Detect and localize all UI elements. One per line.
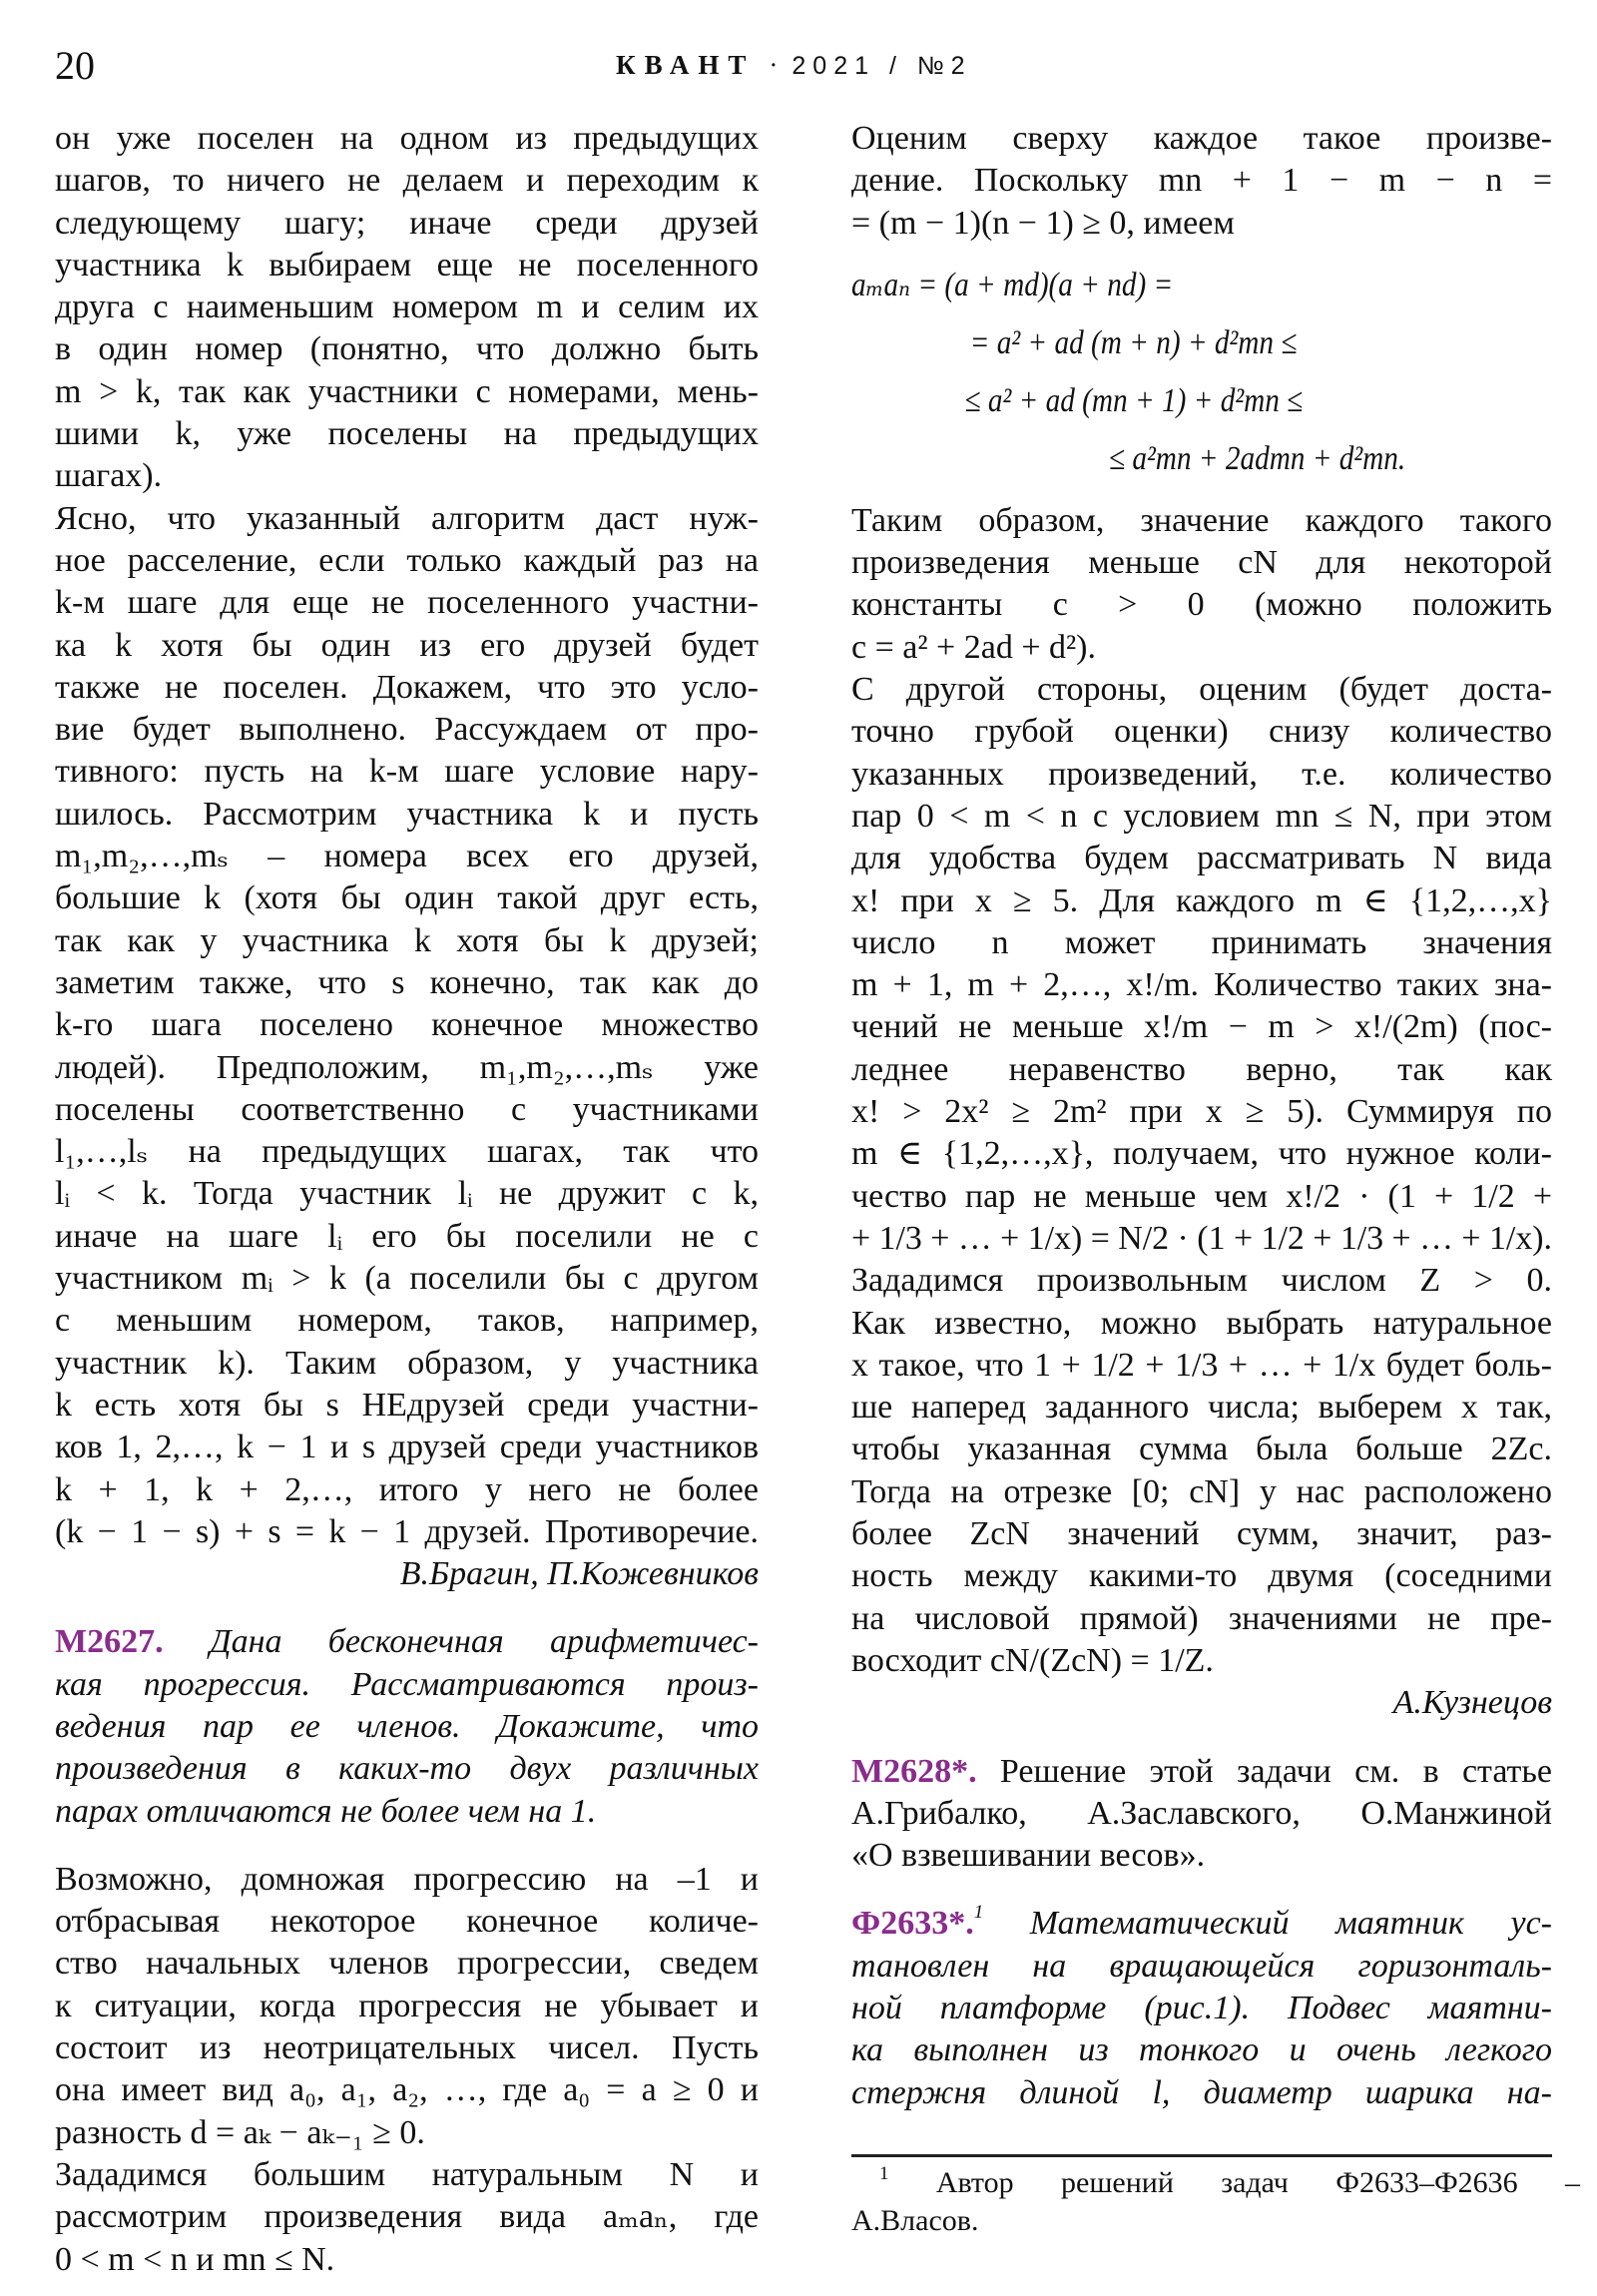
text-line: людей). Предположим, m₁,m₂,…,mₛ уже [55,1048,759,1086]
text-line: указанных произведений, т.е. количество [851,755,1552,793]
text-line: точно грубой оценки) снизу количество [851,713,1552,751]
spacer [55,1595,759,1621]
footnote-mark: 1 [973,1902,984,1924]
text-line: lᵢ < k. Тогда участник lᵢ не дружит с k, [55,1175,759,1213]
text-line: m₁,m₂,…,mₛ – номера всех его друзей, [55,838,759,875]
text-line: Таким образом, значение каждого такого [851,501,1552,539]
text-line: для удобства будем рассматривать N вида [851,840,1552,877]
text-line: 0 < m < n и mn ≤ N. [55,2240,335,2278]
problem-text-line: «О взвешивании весов». [851,1837,1206,1875]
text-line: большие k (хотя бы один такой друг есть, [55,879,759,917]
text-line: к ситуации, когда прогрессия не убывает и [55,1987,759,2024]
issue-label: 2021 / №2 [792,52,972,80]
spacer [851,245,1552,257]
text-line: рассмотрим произведения вида aₘaₙ, где [55,2198,759,2236]
text-line: k + 1, k + 2,…, итого у него не более [55,1470,759,1508]
problem-statement-line: тановлен на вращающейся горизонталь- [851,1947,1552,1985]
footnote-line [851,2164,1580,2202]
equation-block [851,257,1552,488]
header-separator: · [769,50,779,80]
spacer [851,1877,1552,1903]
text-line: k-м шаге для еще не поселенного участни- [55,584,759,622]
text-line: ство начальных членов прогрессии, сведем [55,1945,759,1983]
problem-statement-line: стержня длиной l, диаметр шарика на- [851,2073,1552,2111]
text-line: x такое, что 1 + 1/2 + 1/3 + … + 1/x будет боль- [851,1346,1552,1384]
text-line: c = a² + 2ad + d²). [851,628,1097,666]
equation-line: ≤ a²mn + 2admn + d²mn. [1109,439,1406,477]
text-line: с меньшим номером, таков, например, [55,1302,759,1340]
text-line: m ∈ {1,2,…,x}, получаем, что нужное коли- [851,1135,1552,1173]
spacer [851,1725,1552,1751]
text-line: ное расселение, если только каждый раз на [55,541,759,579]
text-line: на числовой прямой) значениями не пре- [851,1599,1552,1637]
text-line: шилось. Рассмотрим участника k и пусть [55,795,759,833]
text-line: друга с наименьшим номером m и селим их [55,288,759,326]
problem-statement-line: парах отличаются не более чем на 1. [55,1792,597,1830]
text-line: вие будет выполнено. Рассуждаем от про- [55,711,759,749]
text-line: k есть хотя бы s НЕдрузей среди участни- [55,1386,759,1424]
text-line: ков 1, 2,…, k − 1 и s друзей среди участников [55,1429,759,1466]
spacer [55,1833,759,1859]
footnote-line: А.Власов. [851,2204,979,2237]
spacer [851,488,1552,500]
text-line: участником mᵢ > k (а поселили бы с другом [55,1260,759,1298]
page-number: 20 [55,43,95,88]
problem-m2628 [851,1751,1552,1878]
text-line: ность между какими-то двумя (соседними [851,1557,1552,1595]
problem-text-line: А.Грибалко, А.Заславского, О.Манжиной [851,1794,1552,1832]
problem-f2633 [851,1903,1552,2113]
problem-statement-line: ка выполнен из тонкого и очень легкого [851,2031,1552,2069]
text-line: восходит cN/(ZcN) = 1/Z. [851,1641,1214,1679]
text-line: он уже поселен на одном из предыдущих [55,120,759,157]
line-text: Решение этой задачи см. в статье [976,1752,1552,1790]
footnote-text: Автор решений задач Ф2633–Ф2636 – [888,2166,1580,2199]
text-line: l₁,…,lₛ на предыдущих шагах, так что [55,1133,759,1171]
text-line: она имеет вид a₀, a₁, a₂, …, где a₀ = a ≥ 0 и [55,2071,759,2109]
text-line: Ясно, что указанный алгоритм даст нуж- [55,499,759,537]
footnote [851,2163,1580,2240]
text-line: Возможно, домножая прогрессию на –1 и [55,1860,759,1898]
text-line: ше наперед заданного числа; выберем x так, [851,1389,1552,1427]
text-line: поселены соответственно с участниками [55,1090,759,1128]
text-line: m + 1, m + 2,…, x!/m. Количество таких зна- [851,966,1552,1004]
text-line: чтобы указанная сумма была больше 2Zc. [851,1431,1552,1468]
text-line: ка k хотя бы один из его друзей будет [55,626,759,664]
text-line: тивного: пусть на k-м шаге условие нару- [55,753,759,791]
text-line: заметим также, что s конечно, так как до [55,963,759,1001]
problem-statement-line: ной платформе (рис.1). Подвес маятни- [851,1989,1552,2026]
line-text: Дана бесконечная арифметичес- [163,1623,759,1661]
line-text: Математический маятник ус- [983,1905,1552,1943]
text-line: константы c > 0 (можно положить [851,586,1552,624]
text-line: в один номер (понятно, что должно быть [55,330,759,368]
text-line: более ZcN значений сумм, значит, раз- [851,1515,1552,1553]
problem-id: Ф2633*. [851,1905,974,1943]
text-line: Зададимся большим натуральным N и [55,2155,759,2193]
text-line: Как известно, можно выбрать натуральное [851,1304,1552,1342]
problem-id: М2627. [55,1623,164,1661]
equation-line: = a² + ad (m + n) + d²mn ≤ [969,323,1298,361]
estimate-body [851,500,1552,1682]
text-line: Оценим сверху каждое такое произве- [851,120,1552,157]
problem-statement-line [851,1903,1552,1945]
right-column [851,118,1552,2114]
problem-statement-line [55,1621,759,1663]
text-line: k-го шага поселено конечное множество [55,1006,759,1044]
text-line: также не поселен. Докажем, что это усло- [55,668,759,706]
text-line: = (m − 1)(n − 1) ≥ 0, имеем [851,204,1235,242]
problem-statement-line: произведения в каких-то двух различных [55,1750,759,1788]
text-line: + 1/3 + … + 1/x) = N/2 · (1 + 1/2 + 1/3 + … + 1/x). [851,1219,1552,1257]
text-line: число n может принимать значения [851,923,1552,961]
footnote-mark: 1 [879,2163,889,2184]
text-line: шими k, уже поселены на предыдущих [55,415,759,453]
footnote-divider [851,2154,1552,2157]
equation-line: aₘaₙ = (a + md)(a + nd) = [851,266,1174,303]
text-line: пар 0 < m < n с условием mn ≤ N, при этом [851,797,1552,835]
solution-authors: В.Брагин, П.Кожевников [399,1555,759,1593]
text-line: участник k). Таким образом, у участника [55,1344,759,1382]
running-header [616,50,972,81]
text-line: участника k выбираем еще не поселенного [55,246,759,284]
problem-id: М2628*. [851,1752,977,1790]
text-line: чество пар не меньше чем x!/2 · (1 + 1/2 + [851,1177,1552,1215]
problem-text-line [851,1751,1552,1793]
text-line: шагов, то ничего не делаем и переходим к [55,162,759,200]
text-line: состоит из неотрицательных чисел. Пусть [55,2029,759,2067]
m2627-solution-text [55,1859,759,2281]
text-line: леднее неравенство верно, так как [851,1050,1552,1088]
equation-line: ≤ a² + ad (mn + 1) + d²mn ≤ [964,381,1304,419]
text-line: произведения меньше cN для некоторой [851,544,1552,582]
solution-author: А.Кузнецов [1392,1684,1552,1722]
text-line: чений не меньше x!/m − m > x!/(2m) (пос- [851,1008,1552,1046]
estimate-intro [851,118,1552,245]
text-line: x! > 2x² ≥ 2m² при x ≥ 5). Суммируя по [851,1093,1552,1131]
text-line: С другой стороны, оценим (будет доста- [851,671,1552,709]
text-line: шагах). [55,457,163,495]
problem-statement-line: кая прогрессия. Рассматриваются произ- [55,1665,759,1703]
text-line: иначе на шаге lᵢ его бы поселили не с [55,1217,759,1255]
text-line: x! при x ≥ 5. Для каждого m ∈ {1,2,…,x} [851,881,1552,919]
text-line: (k − 1 − s) + s = k − 1 друзей. Противоречие. [55,1512,759,1550]
text-line: отбрасывая некоторое конечное количе- [55,1903,759,1941]
left-column [55,118,759,2281]
text-line: m > k, так как участники с номерами, мень- [55,372,759,410]
magazine-title: КВАНТ [616,50,756,80]
text-line: Зададимся произвольным числом Z > 0. [851,1262,1552,1300]
text-line: так как у участника k хотя бы k друзей; [55,921,759,959]
text-line: дение. Поскольку mn + 1 − m − n = [851,162,1552,200]
text-line: Тогда на отрезке [0; cN] у нас расположено [851,1472,1552,1510]
problem-m2627 [55,1621,759,1832]
text-line: следующему шагу; иначе среди друзей [55,204,759,242]
solution-text [55,118,759,1553]
text-line: разность d = aₖ − aₖ₋₁ ≥ 0. [55,2113,425,2151]
problem-statement-line: ведения пар ее членов. Докажите, что [55,1707,759,1745]
